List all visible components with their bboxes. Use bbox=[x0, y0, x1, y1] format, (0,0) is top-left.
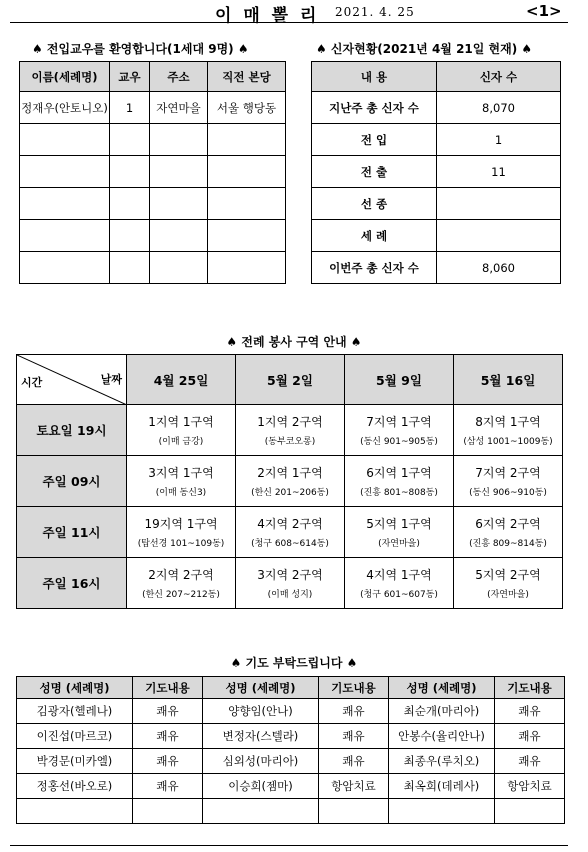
table-row bbox=[17, 774, 565, 799]
prayer-intention: 쾌유 bbox=[495, 724, 565, 749]
welcome-section-title: ♠ 전입교우를 환영합니다(1세대 9명) ♠ bbox=[32, 42, 249, 56]
person-name: 최순개(마리아) bbox=[389, 699, 495, 724]
prayer-intention: 쾌유 bbox=[133, 724, 203, 749]
area-detail: (이매 동신3) bbox=[155, 488, 207, 498]
area-label: 1지역 1구역 bbox=[148, 415, 214, 429]
column-header: 신자 수 bbox=[437, 62, 561, 92]
table-cell: 자연마을 bbox=[150, 92, 208, 124]
area-detail: (동신 906~910동) bbox=[469, 488, 547, 498]
area-label: 2지역 2구역 bbox=[148, 568, 214, 582]
prayer-intention: 쾌유 bbox=[319, 699, 389, 724]
table-cell bbox=[150, 220, 208, 252]
table-row bbox=[20, 92, 286, 124]
person-name: 심외성(마리아) bbox=[203, 749, 319, 774]
column-header: 성명 (세례명) bbox=[389, 677, 495, 699]
area-label: 5지역 1구역 bbox=[366, 517, 432, 531]
row-label: 지난주 총 신자 수 bbox=[312, 92, 437, 124]
table-cell bbox=[208, 220, 286, 252]
date-header: 4월 25일 bbox=[127, 355, 236, 405]
service-cell bbox=[236, 456, 345, 507]
table-row bbox=[312, 92, 561, 124]
header-rule bbox=[10, 22, 568, 23]
area-detail: (삼성 1001~1009동) bbox=[463, 437, 553, 447]
corner-time-label: 시간 bbox=[21, 376, 43, 389]
person-name: 이진섭(마르코) bbox=[17, 724, 133, 749]
person-name: 이승희(젬마) bbox=[203, 774, 319, 799]
row-value bbox=[437, 220, 561, 252]
row-label: 세 례 bbox=[312, 220, 437, 252]
prayer-intention: 쾌유 bbox=[495, 749, 565, 774]
row-value: 8,070 bbox=[437, 92, 561, 124]
person-name: 김광자(헬레나) bbox=[17, 699, 133, 724]
service-cell bbox=[127, 558, 236, 609]
area-detail: (자연마을) bbox=[487, 590, 529, 600]
table-cell bbox=[495, 799, 565, 824]
service-cell bbox=[345, 507, 454, 558]
service-section-title: ♠ 전례 봉사 구역 안내 ♠ bbox=[226, 335, 362, 349]
table-cell: 서울 행당동 bbox=[208, 92, 286, 124]
row-value: 11 bbox=[437, 156, 561, 188]
service-cell bbox=[127, 456, 236, 507]
welcome-header-row bbox=[20, 62, 286, 92]
person-name: 양향임(안나) bbox=[203, 699, 319, 724]
area-detail: (한신 207~212동) bbox=[142, 590, 220, 600]
person-name: 정홍선(바오로) bbox=[17, 774, 133, 799]
person-name: 박경문(미카엘) bbox=[17, 749, 133, 774]
table-row bbox=[312, 188, 561, 220]
column-header: 기도내용 bbox=[319, 677, 389, 699]
row-value: 1 bbox=[437, 124, 561, 156]
date-header: 5월 2일 bbox=[236, 355, 345, 405]
column-header: 기도내용 bbox=[495, 677, 565, 699]
service-cell bbox=[127, 507, 236, 558]
area-detail: (동신 901~905동) bbox=[360, 437, 438, 447]
table-cell bbox=[203, 799, 319, 824]
table-cell bbox=[133, 799, 203, 824]
area-label: 19지역 1구역 bbox=[144, 517, 218, 531]
table-row bbox=[17, 507, 563, 558]
corner-date-label: 날짜 bbox=[100, 373, 122, 386]
table-cell bbox=[20, 124, 110, 156]
prayer-table bbox=[16, 676, 565, 824]
table-row bbox=[17, 799, 565, 824]
table-cell: 정재우(안토니오) bbox=[20, 92, 110, 124]
newsletter-header bbox=[10, 0, 568, 26]
table-row bbox=[20, 220, 286, 252]
person-name: 최옥희(데레사) bbox=[389, 774, 495, 799]
table-cell bbox=[150, 124, 208, 156]
table-row bbox=[312, 220, 561, 252]
area-label: 7지역 2구역 bbox=[475, 466, 541, 480]
table-cell bbox=[110, 252, 150, 284]
table-cell bbox=[208, 252, 286, 284]
table-row bbox=[312, 252, 561, 284]
table-row bbox=[20, 252, 286, 284]
believers-table bbox=[311, 61, 561, 284]
area-label: 6지역 1구역 bbox=[366, 466, 432, 480]
area-detail: (탑선경 101~109동) bbox=[137, 539, 225, 549]
time-label: 토요일 19시 bbox=[17, 405, 127, 456]
table-cell bbox=[110, 220, 150, 252]
service-cell bbox=[345, 456, 454, 507]
believers-header-row bbox=[312, 62, 561, 92]
table-cell bbox=[20, 156, 110, 188]
person-name: 변정자(스텔라) bbox=[203, 724, 319, 749]
table-cell bbox=[150, 252, 208, 284]
table-cell bbox=[110, 188, 150, 220]
prayer-intention: 쾌유 bbox=[319, 724, 389, 749]
area-detail: (동부코오롱) bbox=[264, 437, 316, 447]
table-row bbox=[312, 156, 561, 188]
row-label: 이번주 총 신자 수 bbox=[312, 252, 437, 284]
prayer-intention: 항암치료 bbox=[495, 774, 565, 799]
column-header: 주소 bbox=[150, 62, 208, 92]
footer-rule bbox=[10, 845, 568, 846]
time-date-corner bbox=[17, 355, 127, 405]
row-value: 8,060 bbox=[437, 252, 561, 284]
table-cell bbox=[20, 220, 110, 252]
welcome-table bbox=[19, 61, 286, 284]
time-label: 주일 11시 bbox=[17, 507, 127, 558]
row-label: 선 종 bbox=[312, 188, 437, 220]
table-cell bbox=[319, 799, 389, 824]
prayer-intention: 쾌유 bbox=[133, 774, 203, 799]
prayer-intention: 항암치료 bbox=[319, 774, 389, 799]
area-detail: (진흥 801~808동) bbox=[360, 488, 438, 498]
area-detail: (이매 금강) bbox=[158, 437, 204, 447]
table-row bbox=[312, 124, 561, 156]
area-label: 7지역 1구역 bbox=[366, 415, 432, 429]
column-header: 교우 bbox=[110, 62, 150, 92]
date-header: 5월 16일 bbox=[454, 355, 563, 405]
service-cell bbox=[236, 405, 345, 456]
prayer-section-title: ♠ 기도 부탁드립니다 ♠ bbox=[230, 656, 358, 670]
row-label: 전 입 bbox=[312, 124, 437, 156]
row-value bbox=[437, 188, 561, 220]
area-label: 6지역 2구역 bbox=[475, 517, 541, 531]
prayer-intention: 쾌유 bbox=[133, 699, 203, 724]
area-label: 5지역 2구역 bbox=[475, 568, 541, 582]
table-cell bbox=[208, 124, 286, 156]
time-label: 주일 09시 bbox=[17, 456, 127, 507]
area-detail: (청구 608~614동) bbox=[251, 539, 329, 549]
service-cell bbox=[345, 558, 454, 609]
column-header: 내 용 bbox=[312, 62, 437, 92]
service-cell bbox=[236, 558, 345, 609]
issue-date: 2021. 4. 25 bbox=[335, 5, 415, 19]
service-cell bbox=[127, 405, 236, 456]
table-cell bbox=[20, 188, 110, 220]
table-cell: 1 bbox=[110, 92, 150, 124]
prayer-header-row bbox=[17, 677, 565, 699]
row-label: 전 출 bbox=[312, 156, 437, 188]
service-cell bbox=[454, 405, 563, 456]
service-cell bbox=[454, 558, 563, 609]
area-label: 3지역 1구역 bbox=[148, 466, 214, 480]
table-cell bbox=[110, 156, 150, 188]
service-cell bbox=[454, 456, 563, 507]
area-label: 8지역 1구역 bbox=[475, 415, 541, 429]
page-number: <1> bbox=[526, 2, 562, 20]
table-row bbox=[17, 405, 563, 456]
column-header: 기도내용 bbox=[133, 677, 203, 699]
prayer-intention: 쾌유 bbox=[495, 699, 565, 724]
area-detail: (한신 201~206동) bbox=[251, 488, 329, 498]
table-cell bbox=[150, 156, 208, 188]
person-name: 안봉수(율리안나) bbox=[389, 724, 495, 749]
table-cell bbox=[20, 252, 110, 284]
table-row bbox=[20, 124, 286, 156]
area-label: 4지역 1구역 bbox=[366, 568, 432, 582]
service-header-row bbox=[17, 355, 563, 405]
area-label: 2지역 1구역 bbox=[257, 466, 323, 480]
area-detail: (진흥 809~814동) bbox=[469, 539, 547, 549]
table-cell bbox=[150, 188, 208, 220]
area-detail: (이매 성지) bbox=[267, 590, 313, 600]
date-header: 5월 9일 bbox=[345, 355, 454, 405]
believers-section-title: ♠ 신자현황(2021년 4월 21일 현재) ♠ bbox=[316, 42, 533, 56]
service-cell bbox=[236, 507, 345, 558]
area-detail: (자연마을) bbox=[378, 539, 420, 549]
table-row bbox=[17, 724, 565, 749]
table-cell bbox=[208, 156, 286, 188]
area-label: 1지역 2구역 bbox=[257, 415, 323, 429]
table-row bbox=[20, 188, 286, 220]
area-detail: (청구 601~607동) bbox=[360, 590, 438, 600]
table-cell bbox=[110, 124, 150, 156]
area-label: 4지역 2구역 bbox=[257, 517, 323, 531]
table-cell bbox=[389, 799, 495, 824]
table-row bbox=[20, 156, 286, 188]
column-header: 성명 (세례명) bbox=[17, 677, 133, 699]
table-cell bbox=[208, 188, 286, 220]
column-header: 직전 본당 bbox=[208, 62, 286, 92]
time-label: 주일 16시 bbox=[17, 558, 127, 609]
service-cell bbox=[454, 507, 563, 558]
table-cell bbox=[17, 799, 133, 824]
table-row bbox=[17, 699, 565, 724]
prayer-intention: 쾌유 bbox=[319, 749, 389, 774]
area-label: 3지역 2구역 bbox=[257, 568, 323, 582]
table-row bbox=[17, 456, 563, 507]
service-schedule-table bbox=[16, 354, 563, 609]
service-cell bbox=[345, 405, 454, 456]
table-row bbox=[17, 749, 565, 774]
prayer-intention: 쾌유 bbox=[133, 749, 203, 774]
person-name: 최종우(루치오) bbox=[389, 749, 495, 774]
table-row bbox=[17, 558, 563, 609]
column-header: 성명 (세례명) bbox=[203, 677, 319, 699]
column-header: 이름(세례명) bbox=[20, 62, 110, 92]
newsletter-title: 이 매 뽈 리 bbox=[215, 6, 320, 26]
